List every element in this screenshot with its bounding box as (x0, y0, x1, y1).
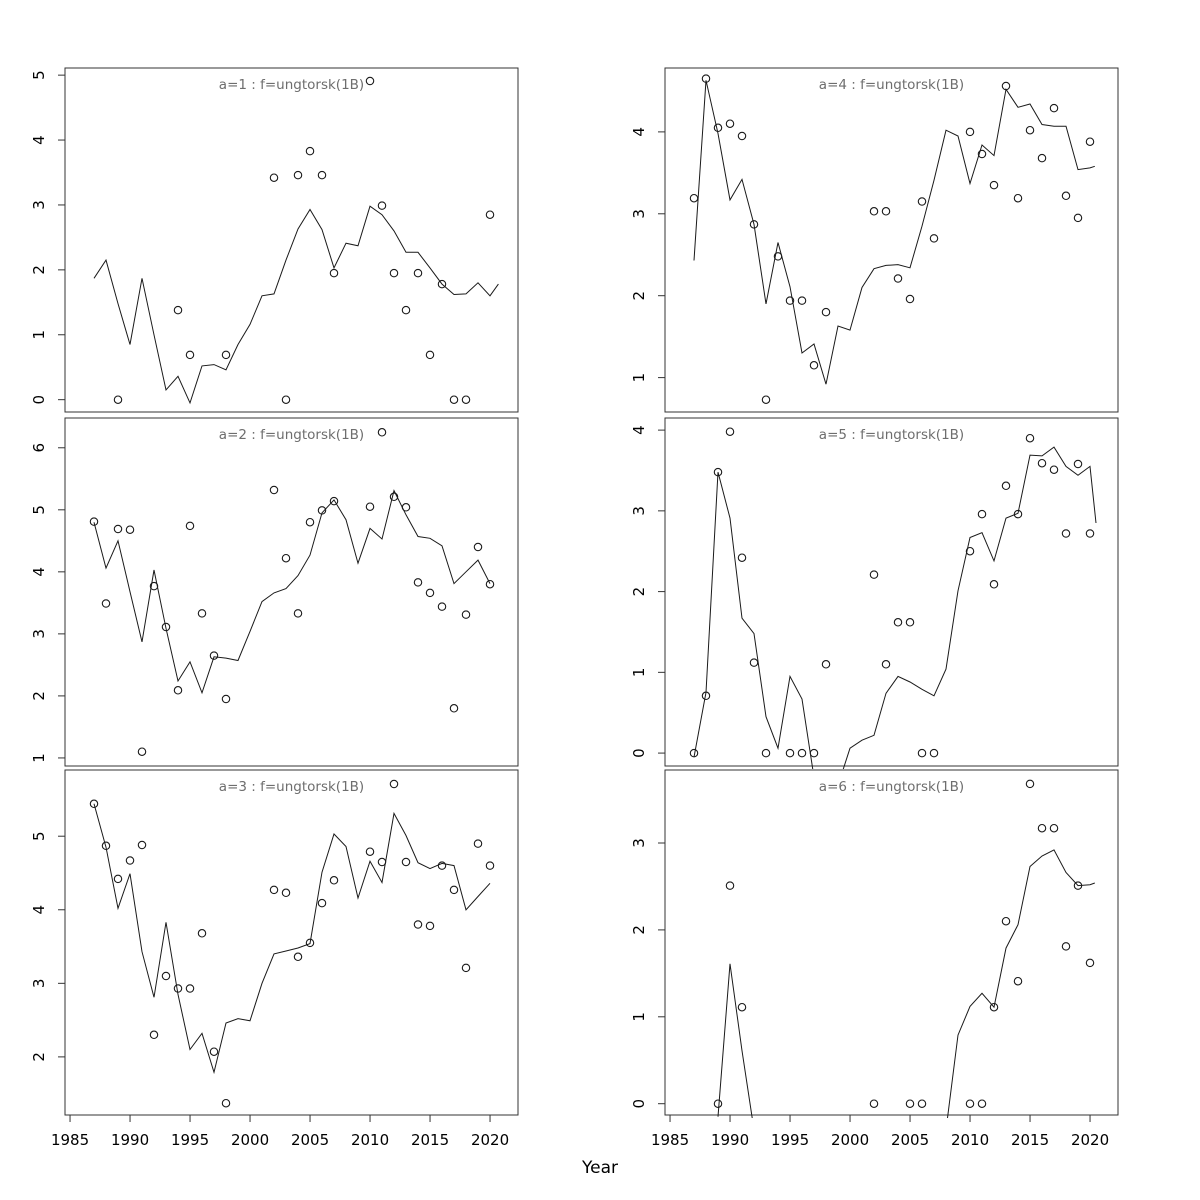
data-point (822, 661, 829, 668)
data-point (1086, 530, 1093, 537)
data-point (426, 922, 433, 929)
data-point (438, 603, 445, 610)
data-point (282, 889, 289, 896)
fit-line (718, 850, 1095, 1130)
y-tick-label: 3 (30, 200, 48, 210)
data-point (1014, 195, 1021, 202)
y-tick-label: 5 (30, 505, 48, 515)
data-point (786, 749, 793, 756)
data-point (882, 208, 889, 215)
data-point (690, 195, 697, 202)
data-point (126, 526, 133, 533)
data-point (762, 396, 769, 403)
y-tick-label: 2 (630, 925, 648, 935)
data-point (966, 128, 973, 135)
data-point (186, 351, 193, 358)
panel-border (65, 770, 518, 1115)
panel-a4 (630, 68, 1118, 412)
y-tick-label: 0 (630, 1098, 648, 1109)
panel-border (665, 770, 1118, 1115)
data-point (474, 543, 481, 550)
fit-line (694, 80, 1095, 384)
data-point (114, 875, 121, 882)
fit-line (94, 491, 490, 693)
data-point (726, 882, 733, 889)
data-point (330, 497, 337, 504)
data-point (714, 124, 721, 131)
y-tick-label: 4 (30, 904, 48, 915)
data-point (294, 953, 301, 960)
data-point (306, 147, 313, 154)
panel-title: a=6 : f=ungtorsk(1B) (818, 779, 965, 795)
panel-border (665, 68, 1118, 412)
data-point (138, 841, 145, 848)
data-point (126, 857, 133, 864)
x-tick-label: 1995 (770, 1131, 810, 1149)
data-point (894, 275, 901, 282)
data-point (966, 1100, 973, 1107)
data-point (1086, 138, 1093, 145)
y-tick-label: 4 (30, 135, 48, 145)
data-point (1062, 943, 1069, 950)
data-point (822, 308, 829, 315)
data-point (486, 862, 493, 869)
data-point (414, 269, 421, 276)
data-point (738, 132, 745, 139)
data-point (738, 1004, 745, 1011)
panel-a1 (30, 68, 518, 412)
x-tick-label: 1985 (50, 1131, 90, 1149)
data-point (378, 429, 385, 436)
y-tick-label: 1 (630, 1012, 648, 1022)
data-point (906, 295, 913, 302)
y-tick-label: 5 (30, 70, 48, 80)
data-point (798, 297, 805, 304)
data-point (474, 840, 481, 847)
y-tick-label: 3 (630, 209, 648, 219)
data-point (918, 1100, 925, 1107)
panel-a3 (30, 770, 518, 1149)
data-point (450, 705, 457, 712)
data-point (270, 486, 277, 493)
data-point (714, 1100, 721, 1107)
y-tick-label: 3 (30, 629, 48, 639)
data-point (906, 619, 913, 626)
y-tick-label: 1 (630, 667, 648, 678)
panel-title: a=2 : f=ungtorsk(1B) (218, 427, 365, 443)
data-point (426, 589, 433, 596)
x-tick-label: 1990 (110, 1131, 150, 1149)
panel-title: a=3 : f=ungtorsk(1B) (218, 779, 365, 795)
data-point (138, 748, 145, 755)
data-point (1002, 482, 1009, 489)
x-tick-label: 2010 (350, 1131, 390, 1149)
x-tick-label: 1985 (650, 1131, 690, 1149)
x-tick-label: 2005 (290, 1131, 330, 1149)
data-point (1038, 825, 1045, 832)
data-point (402, 306, 409, 313)
data-point (762, 749, 769, 756)
data-point (798, 749, 805, 756)
data-point (390, 780, 397, 787)
y-tick-label: 4 (630, 127, 648, 137)
data-point (378, 202, 385, 209)
y-tick-label: 0 (630, 748, 648, 758)
data-point (462, 611, 469, 618)
panel-a5 (630, 418, 1118, 785)
data-point (414, 921, 421, 928)
data-point (750, 659, 757, 666)
data-point (330, 877, 337, 884)
y-tick-label: 1 (30, 329, 48, 340)
data-point (186, 985, 193, 992)
data-point (270, 174, 277, 181)
data-point (810, 749, 817, 756)
data-point (270, 886, 277, 893)
data-point (726, 428, 733, 435)
panel-border (65, 418, 518, 766)
x-axis-title: Year (582, 1158, 618, 1178)
data-point (282, 396, 289, 403)
data-point (402, 858, 409, 865)
data-point (414, 579, 421, 586)
data-point (306, 519, 313, 526)
data-point (210, 1048, 217, 1055)
data-point (222, 695, 229, 702)
y-tick-label: 2 (630, 586, 648, 597)
x-tick-label: 2015 (410, 1131, 450, 1149)
data-point (1086, 959, 1093, 966)
panel-title: a=4 : f=ungtorsk(1B) (818, 77, 965, 93)
data-point (222, 1100, 229, 1107)
data-point (318, 171, 325, 178)
data-point (378, 858, 385, 865)
data-point (450, 396, 457, 403)
y-tick-label: 4 (630, 425, 648, 435)
data-point (1038, 154, 1045, 161)
data-point (870, 1100, 877, 1107)
data-point (102, 600, 109, 607)
y-tick-label: 2 (30, 691, 48, 701)
data-point (870, 208, 877, 215)
x-tick-label: 1995 (170, 1131, 210, 1149)
y-tick-label: 1 (30, 753, 48, 763)
y-tick-label: 4 (30, 567, 48, 577)
data-point (1038, 460, 1045, 467)
data-point (150, 1031, 157, 1038)
y-tick-label: 2 (30, 265, 48, 275)
data-point (330, 269, 337, 276)
data-point (294, 171, 301, 178)
data-point (978, 510, 985, 517)
data-point (366, 77, 373, 84)
data-point (894, 619, 901, 626)
y-tick-label: 3 (630, 506, 648, 516)
x-tick-label: 2015 (1010, 1131, 1050, 1149)
data-point (486, 211, 493, 218)
data-point (918, 749, 925, 756)
data-point (318, 899, 325, 906)
data-point (90, 518, 97, 525)
data-point (1062, 530, 1069, 537)
x-tick-label: 2020 (470, 1131, 510, 1149)
data-point (978, 1100, 985, 1107)
y-tick-label: 3 (30, 978, 48, 989)
y-tick-label: 2 (30, 1052, 48, 1062)
data-point (990, 181, 997, 188)
data-point (114, 396, 121, 403)
x-tick-label: 2010 (950, 1131, 990, 1149)
x-tick-label: 2000 (230, 1131, 270, 1149)
data-point (1026, 435, 1033, 442)
x-tick-label: 2005 (890, 1131, 930, 1149)
x-tick-label: 1990 (710, 1131, 750, 1149)
data-point (450, 886, 457, 893)
y-tick-label: 2 (630, 290, 648, 301)
data-point (426, 351, 433, 358)
data-point (810, 362, 817, 369)
y-tick-label: 6 (30, 443, 48, 453)
data-point (1074, 214, 1081, 221)
data-point (1050, 104, 1057, 111)
data-point (174, 985, 181, 992)
data-point (930, 749, 937, 756)
fit-line (694, 447, 1096, 785)
data-point (198, 930, 205, 937)
data-point (1026, 127, 1033, 134)
data-point (222, 351, 229, 358)
data-point (402, 504, 409, 511)
y-tick-label: 1 (630, 372, 648, 383)
data-point (930, 235, 937, 242)
data-point (486, 581, 493, 588)
data-point (1050, 466, 1057, 473)
data-point (726, 120, 733, 127)
data-point (174, 306, 181, 313)
data-point (462, 396, 469, 403)
fit-line (94, 206, 498, 403)
data-point (114, 525, 121, 532)
data-point (462, 964, 469, 971)
panel-title: a=1 : f=ungtorsk(1B) (218, 77, 365, 93)
data-point (918, 198, 925, 205)
data-point (1050, 825, 1057, 832)
data-point (882, 661, 889, 668)
data-point (390, 269, 397, 276)
data-point (1014, 978, 1021, 985)
data-point (990, 581, 997, 588)
panel-border (65, 68, 518, 412)
panel-title: a=5 : f=ungtorsk(1B) (818, 427, 965, 443)
data-point (162, 972, 169, 979)
fit-line (94, 804, 490, 1073)
data-point (174, 687, 181, 694)
y-tick-label: 0 (30, 394, 48, 405)
data-point (186, 522, 193, 529)
data-point (366, 503, 373, 510)
data-point (906, 1100, 913, 1107)
data-point (1002, 918, 1009, 925)
panel-a2 (30, 418, 518, 766)
data-point (198, 610, 205, 617)
data-point (366, 848, 373, 855)
panel-a6 (630, 770, 1118, 1149)
data-point (294, 610, 301, 617)
data-point (1062, 192, 1069, 199)
x-tick-label: 2000 (830, 1131, 870, 1149)
y-tick-label: 5 (30, 831, 48, 841)
data-point (738, 554, 745, 561)
data-point (870, 571, 877, 578)
y-tick-label: 3 (630, 838, 648, 848)
data-point (282, 555, 289, 562)
data-point (1074, 460, 1081, 467)
x-tick-label: 2020 (1070, 1131, 1110, 1149)
data-point (1026, 780, 1033, 787)
